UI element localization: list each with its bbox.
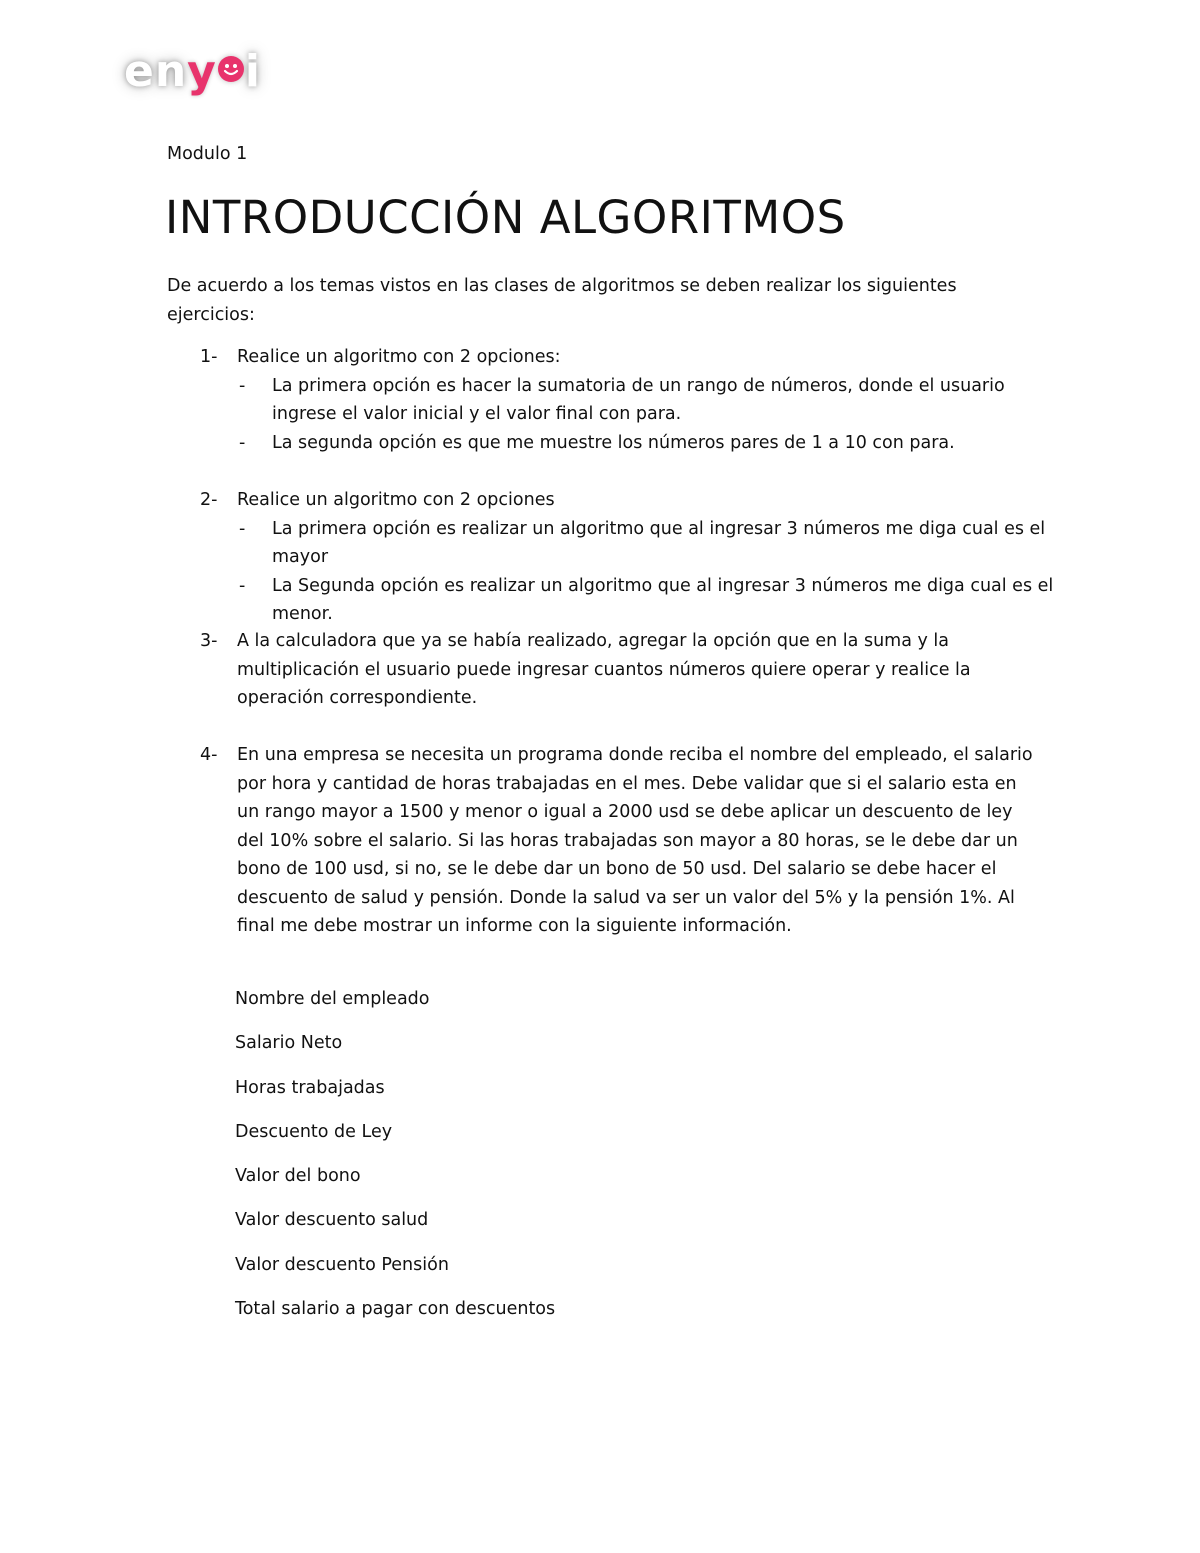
sub-item: [167, 515, 1092, 572]
smiley-face-icon: [218, 56, 244, 82]
list-item: [167, 627, 977, 713]
list-item: [167, 343, 1047, 457]
sub-item-text: La Segunda opción es realizar un algoritmo que al ingresar 3 números me diga cual es el menor.: [272, 575, 1054, 624]
list-item-text: Realice un algoritmo con 2 opciones: [237, 490, 555, 510]
dash-bullet: -: [239, 375, 246, 396]
sub-item: [167, 572, 1092, 629]
list-number: 3-: [200, 631, 218, 651]
dash-bullet: -: [239, 518, 246, 539]
exercise-3: [167, 627, 1047, 713]
enyoi-logo: [124, 44, 264, 104]
logo-text-i: i: [244, 46, 261, 97]
list-number: 2-: [200, 490, 218, 510]
module-label: Modulo 1: [167, 144, 248, 164]
sub-item-text: La primera opción es hacer la sumatoria de un rango de números, donde el usuario ingrese el valor inicial y el valor final con para.: [272, 375, 1005, 424]
logo-text-en: en: [124, 46, 188, 97]
exercise-4: [167, 741, 1047, 941]
dash-bullet: -: [239, 575, 246, 596]
dash-bullet: -: [239, 432, 246, 453]
list-item-text: A la calculadora que ya se había realizado, agregar la opción que en la suma y la multiplicación el usuario puede ingresar cuantos números quiere operar y realice la operación correspondiente.: [237, 631, 971, 708]
report-field: Descuento de Ley: [235, 1121, 393, 1142]
report-fields-list: [235, 985, 555, 1339]
report-field: Valor del bono: [235, 1166, 361, 1187]
sub-item-text: La primera opción es realizar un algoritmo que al ingresar 3 números me diga cual es el mayor: [272, 518, 1046, 567]
report-field: Valor descuento salud: [235, 1210, 429, 1231]
report-field: Valor descuento Pensión: [235, 1254, 449, 1275]
report-field: Salario Neto: [235, 1033, 343, 1054]
list-item-text: Realice un algoritmo con 2 opciones:: [237, 347, 561, 367]
list-item: [167, 486, 1054, 629]
list-number: 1-: [200, 347, 218, 367]
sub-item: [167, 372, 1072, 429]
exercise-2: [167, 486, 1054, 629]
intro-paragraph: De acuerdo a los temas vistos en las clases de algoritmos se deben realizar los siguientes ejercicios:: [167, 276, 957, 325]
sub-item: [167, 429, 1072, 458]
sub-item-text: La segunda opción es que me muestre los números pares de 1 a 10 con para.: [272, 432, 955, 453]
list-item: [167, 741, 1037, 941]
report-field: Nombre del empleado: [235, 989, 430, 1009]
exercise-1: [167, 343, 1047, 457]
list-number: 4-: [200, 745, 218, 765]
list-item-text: En una empresa se necesita un programa donde reciba el nombre del empleado, el salario por hora y cantidad de horas trabajadas en el mes. Debe validar que si el salario esta en un rango mayor a 1500 y menor o igual a 2000 usd se debe aplicar un descuento de ley del 10% sobre el salario. Si las horas trabajadas son mayor a 80 horas, se le debe dar un bono de 100 usd, si no, se le debe dar un bono de 50 usd. Del salario se debe hacer el descuento de salud y pensión. Donde la salud va ser un valor del 5% y la pensión 1%. Al final me debe mostrar un informe con la siguiente información.: [237, 745, 1033, 936]
report-field: Horas trabajadas: [235, 1077, 385, 1098]
report-field: Total salario a pagar con descuentos: [235, 1299, 556, 1320]
page-title: INTRODUCCIÓN ALGORITMOS: [165, 191, 846, 244]
logo-text-y: y: [187, 46, 217, 97]
